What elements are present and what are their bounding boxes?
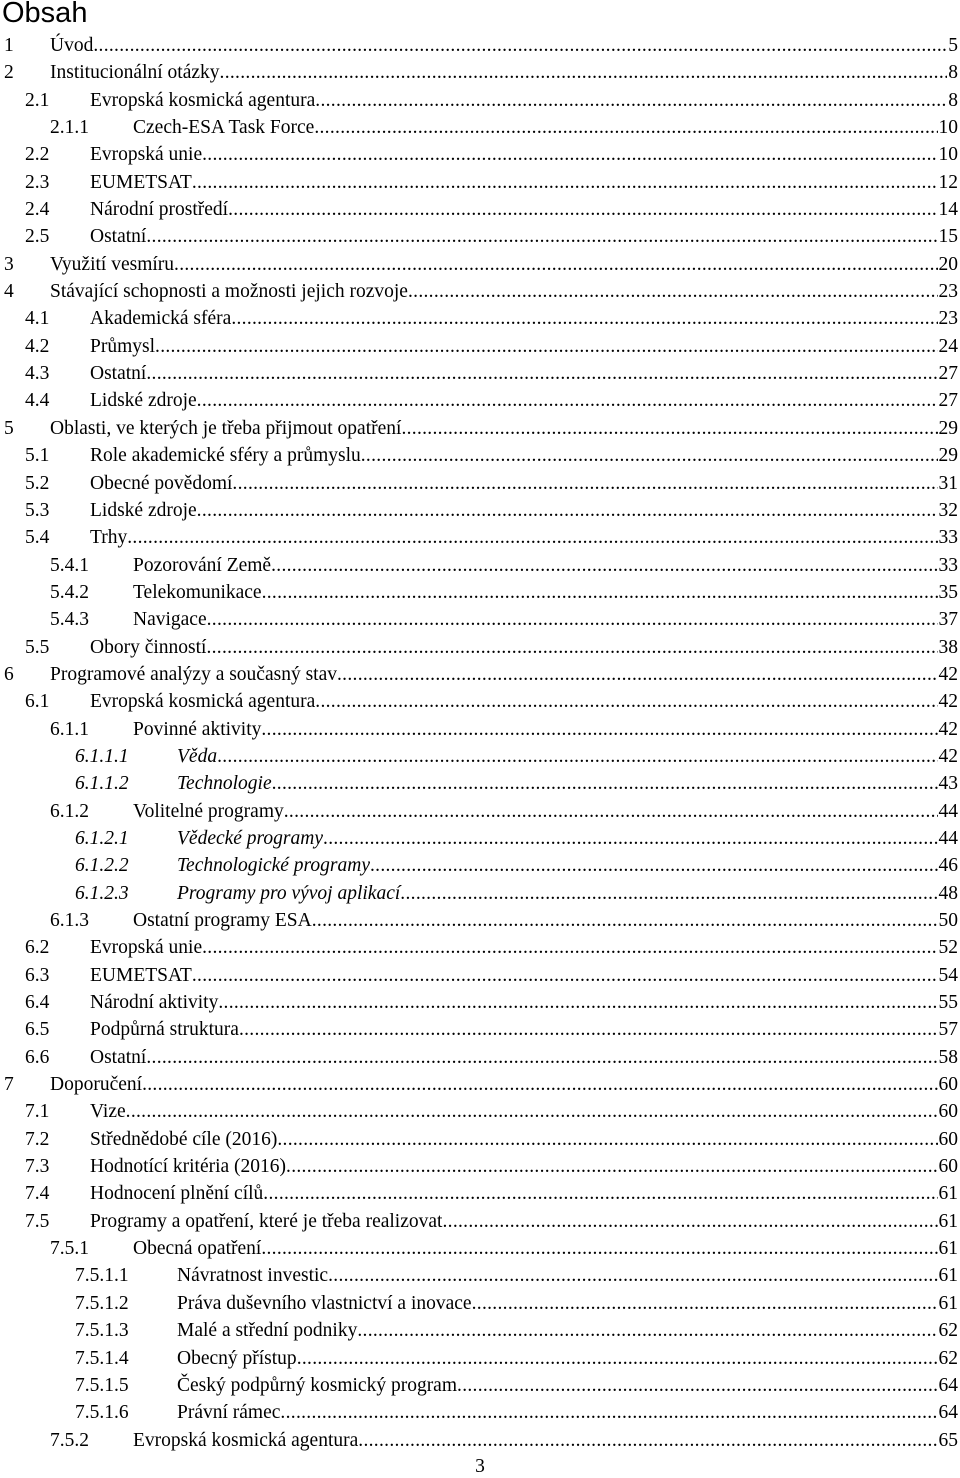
toc-leader-dots (142, 1071, 937, 1098)
toc-entry-title: Využití vesmíru (50, 253, 175, 275)
toc-entry-title: Hodnocení plnění cílů (90, 1183, 264, 1205)
toc-entry[interactable] (0, 661, 958, 688)
toc-entry-title: Povinné aktivity (133, 718, 262, 740)
toc-leader-dots (442, 1208, 937, 1235)
toc-leader-dots (314, 114, 937, 141)
toc-entry-number: 5.2 (25, 472, 50, 494)
toc-entry-page: 23 (938, 281, 958, 303)
toc-entry-number: 6.2 (25, 937, 50, 959)
toc-entry-number: 2.3 (25, 171, 50, 193)
toc-leader-dots (261, 716, 937, 743)
toc-leader-dots (202, 141, 937, 168)
toc-entry-page: 38 (938, 636, 958, 658)
toc-entry-page: 61 (938, 1238, 958, 1260)
toc-entry[interactable] (0, 880, 958, 907)
toc-entry-page: 42 (938, 745, 958, 767)
toc-leader-dots (207, 606, 938, 633)
toc-entry[interactable] (0, 1071, 958, 1098)
toc-entry-page: 46 (938, 855, 958, 877)
toc-entry-title: Institucionální otázky (50, 62, 220, 84)
toc-entry-title: Střednědobé cíle (2016) (90, 1128, 278, 1150)
toc-entry[interactable] (0, 825, 958, 852)
toc-entry-page: 10 (938, 144, 958, 166)
toc-entry[interactable] (0, 169, 958, 196)
toc-entry[interactable] (0, 1153, 958, 1180)
toc-entry-title: Evropská unie (90, 937, 203, 959)
toc-entry-page: 50 (938, 910, 958, 931)
toc-entry-number: 7.5.1 (50, 1238, 89, 1260)
toc-entry-title: Národní prostředí (90, 199, 229, 221)
toc-leader-dots (370, 852, 938, 879)
toc-entry-number: 6.6 (25, 1046, 50, 1068)
toc-entry-number: 7.5.2 (50, 1429, 89, 1451)
toc-entry-title: Trhy (90, 527, 128, 549)
toc-entry-number: 6.1.2.1 (75, 827, 129, 849)
toc-entry[interactable] (0, 333, 958, 360)
toc-leader-dots (231, 305, 937, 332)
toc-entry-number: 2.1 (25, 89, 50, 111)
toc-entry-page: 60 (938, 1101, 958, 1123)
toc-entry-title: Práva duševního vlastnictví a inovace (177, 1292, 472, 1314)
toc-entry-number: 7.1 (25, 1101, 50, 1123)
toc-leader-dots (457, 1372, 937, 1399)
toc-entry-number: 4.2 (25, 335, 50, 357)
toc-entry[interactable] (0, 743, 958, 770)
toc-entry-title: EUMETSAT (90, 964, 192, 986)
toc-entry[interactable] (0, 1345, 958, 1372)
toc-entry-title: Role akademické sféry a průmyslu (90, 445, 361, 467)
toc-entry-page: 8 (948, 89, 958, 111)
toc-leader-dots (220, 59, 948, 86)
page-title: Obsah (2, 0, 88, 29)
toc-leader-dots (146, 223, 937, 250)
toc-leader-dots (312, 907, 938, 934)
toc-entry-title: Navigace (133, 609, 207, 631)
toc-entry-title: Evropská kosmická agentura (90, 89, 316, 111)
toc-entry[interactable] (0, 415, 958, 442)
toc-entry-title: Český podpůrný kosmický program (177, 1374, 458, 1396)
toc-entry-title: Návratnost investic (177, 1265, 329, 1287)
toc-leader-dots (146, 1044, 937, 1071)
toc-entry-title: Programy a opatření, které je třeba realizovat (90, 1210, 443, 1232)
toc-entry-title: Průmysl (90, 335, 156, 357)
toc-entry[interactable] (0, 1208, 958, 1235)
table-of-contents (0, 32, 958, 1454)
toc-entry[interactable] (0, 634, 958, 661)
toc-entry[interactable] (0, 1044, 958, 1071)
toc-entry[interactable] (0, 688, 958, 715)
toc-entry-title: Obecné povědomí (90, 472, 233, 494)
toc-entry-title: Ostatní (90, 1046, 147, 1068)
toc-entry-number: 6.1.1.1 (75, 745, 129, 767)
toc-entry-number: 7.5.1.3 (75, 1320, 129, 1342)
toc-entry-title: Ostatní programy ESA (133, 910, 312, 931)
toc-entry-title: EUMETSAT (90, 171, 192, 193)
toc-leader-dots (297, 1345, 938, 1372)
toc-entry-number: 4.1 (25, 308, 50, 330)
toc-entry-title: Oblasti, ve kterých je třeba přijmout opatření (50, 417, 402, 439)
toc-entry[interactable] (0, 114, 958, 141)
toc-entry[interactable] (0, 989, 958, 1016)
toc-entry-number: 7.5.1.6 (75, 1402, 129, 1424)
toc-entry-title: Úvod (50, 35, 94, 56)
toc-entry-title: Doporučení (50, 1074, 143, 1096)
toc-entry-page: 42 (938, 691, 958, 713)
toc-entry-number: 7.5.1.1 (75, 1265, 129, 1287)
toc-entry-number: 3 (4, 253, 14, 275)
toc-entry-page: 60 (938, 1128, 958, 1150)
toc-entry-number: 4.3 (25, 363, 50, 385)
toc-leader-dots (361, 442, 938, 469)
toc-entry-page: 33 (938, 554, 958, 576)
toc-entry-title: Stávající schopnosti a možnosti jejich rozvoje (50, 281, 408, 303)
toc-entry-title: Technologické programy (177, 855, 370, 877)
toc-leader-dots (202, 934, 937, 961)
toc-entry[interactable] (0, 1098, 958, 1125)
toc-leader-dots (174, 251, 937, 278)
toc-entry-title: Volitelné programy (133, 800, 284, 822)
toc-entry-title: Národní aktivity (90, 992, 219, 1014)
toc-entry-number: 7.3 (25, 1156, 50, 1178)
toc-entry[interactable] (0, 1427, 958, 1454)
toc-entry[interactable] (0, 1126, 958, 1153)
toc-entry-number: 5.3 (25, 499, 50, 521)
toc-entry-page: 27 (938, 390, 958, 412)
toc-entry[interactable] (0, 387, 958, 414)
toc-entry-title: Právní rámec (177, 1402, 281, 1424)
toc-leader-dots (192, 169, 938, 196)
toc-entry[interactable] (0, 1372, 958, 1399)
toc-leader-dots (315, 87, 947, 114)
toc-entry-number: 2.2 (25, 144, 50, 166)
toc-entry-number: 2 (4, 62, 14, 84)
toc-entry-title: Obecný přístup (177, 1347, 297, 1369)
toc-entry-page: 32 (938, 499, 958, 521)
toc-entry-title: Pozorování Země (133, 554, 272, 576)
toc-entry[interactable] (0, 1317, 958, 1344)
toc-entry-title: Programové analýzy a současný stav (50, 663, 337, 685)
toc-leader-dots (197, 387, 938, 414)
toc-entry-page: 29 (938, 445, 958, 467)
toc-leader-dots (277, 1126, 937, 1153)
toc-entry-title: Obecná opatření (133, 1238, 262, 1260)
toc-entry-page: 33 (938, 527, 958, 549)
toc-leader-dots (217, 743, 937, 770)
toc-leader-dots (261, 1235, 937, 1262)
toc-entry-page: 61 (938, 1265, 958, 1287)
toc-entry-title: Vědecké programy (177, 827, 324, 849)
toc-entry[interactable] (0, 360, 958, 387)
toc-entry[interactable] (0, 442, 958, 469)
toc-leader-dots (239, 1016, 938, 1043)
toc-entry-number: 6.1.3 (50, 910, 89, 931)
toc-entry-page: 23 (938, 308, 958, 330)
toc-leader-dots (357, 1317, 937, 1344)
toc-entry-page: 48 (938, 882, 958, 904)
toc-entry-page: 60 (938, 1074, 958, 1096)
toc-entry[interactable] (0, 770, 958, 797)
toc-leader-dots (206, 634, 937, 661)
toc-entry-number: 2.4 (25, 199, 50, 221)
toc-entry-page: 44 (938, 800, 958, 822)
toc-entry-page: 20 (938, 253, 958, 275)
toc-entry[interactable] (0, 470, 958, 497)
toc-leader-dots (272, 770, 938, 797)
toc-entry-page: 10 (938, 117, 958, 139)
toc-entry-page: 8 (948, 62, 958, 84)
toc-leader-dots (280, 1399, 937, 1426)
toc-entry-page: 62 (938, 1320, 958, 1342)
toc-entry[interactable] (0, 497, 958, 524)
toc-entry-number: 6.1.2.2 (75, 855, 129, 877)
toc-entry-number: 7.5 (25, 1210, 50, 1232)
toc-leader-dots (155, 333, 937, 360)
toc-entry-number: 7.5.1.4 (75, 1347, 129, 1369)
toc-leader-dots (358, 1427, 937, 1454)
toc-entry-number: 7.5.1.5 (75, 1374, 129, 1396)
toc-leader-dots (228, 196, 937, 223)
toc-entry-number: 6.1.1.2 (75, 773, 129, 795)
toc-leader-dots (323, 825, 937, 852)
toc-entry-page: 42 (938, 718, 958, 740)
toc-entry-title: Vize (90, 1101, 126, 1123)
toc-entry[interactable] (0, 1290, 958, 1317)
toc-entry[interactable] (0, 305, 958, 332)
toc-entry-page: 62 (938, 1347, 958, 1369)
toc-entry[interactable] (0, 1235, 958, 1262)
toc-entry-page: 29 (938, 417, 958, 439)
toc-entry-title: Technologie (177, 773, 272, 795)
toc-entry-title: Lidské zdroje (90, 390, 197, 412)
toc-entry[interactable] (0, 798, 958, 825)
toc-entry-page: 58 (938, 1046, 958, 1068)
toc-entry-page: 64 (938, 1402, 958, 1424)
toc-entry-number: 7 (4, 1074, 14, 1096)
toc-entry-number: 2.5 (25, 226, 50, 248)
toc-entry[interactable] (0, 579, 958, 606)
toc-leader-dots (408, 278, 938, 305)
toc-leader-dots (400, 880, 937, 907)
toc-entry-title: Evropská kosmická agentura (90, 691, 316, 713)
toc-entry-number: 6.1.2.3 (75, 882, 129, 904)
toc-entry-number: 6.1.2 (50, 800, 89, 822)
toc-leader-dots (218, 989, 937, 1016)
toc-entry-number: 5.4.2 (50, 581, 89, 603)
toc-entry-number: 5.1 (25, 445, 50, 467)
toc-entry-page: 5 (948, 35, 958, 56)
toc-entry-page: 61 (938, 1210, 958, 1232)
toc-entry-title: Evropská kosmická agentura (133, 1429, 359, 1451)
toc-leader-dots (146, 360, 937, 387)
toc-entry-page: 37 (938, 609, 958, 631)
toc-entry-page: 64 (938, 1374, 958, 1396)
toc-entry[interactable] (0, 278, 958, 305)
toc-leader-dots (286, 1153, 937, 1180)
toc-leader-dots (284, 798, 938, 825)
toc-entry-title: Czech-ESA Task Force (133, 117, 315, 139)
toc-entry-page: 61 (938, 1292, 958, 1314)
toc-entry[interactable] (0, 59, 958, 86)
toc-leader-dots (197, 497, 938, 524)
toc-entry-number: 7.2 (25, 1128, 50, 1150)
toc-entry-title: Lidské zdroje (90, 499, 197, 521)
toc-entry[interactable] (0, 87, 958, 114)
toc-entry-page: 57 (938, 1019, 958, 1041)
toc-leader-dots (126, 1098, 938, 1125)
toc-entry-number: 7.4 (25, 1183, 50, 1205)
toc-leader-dots (232, 470, 937, 497)
toc-entry[interactable] (0, 32, 958, 59)
toc-leader-dots (337, 661, 938, 688)
toc-entry-number: 4.4 (25, 390, 50, 412)
toc-entry-title: Obory činností (90, 636, 207, 658)
toc-entry[interactable] (0, 1180, 958, 1207)
toc-entry-title: Telekomunikace (133, 581, 262, 603)
toc-leader-dots (472, 1290, 938, 1317)
toc-leader-dots (263, 1180, 937, 1207)
toc-entry-page: 44 (938, 827, 958, 849)
toc-entry[interactable] (0, 606, 958, 633)
toc-entry[interactable] (0, 1262, 958, 1289)
page-number: 3 (475, 1456, 485, 1477)
toc-entry[interactable] (0, 141, 958, 168)
toc-entry-number: 6.4 (25, 992, 50, 1014)
toc-entry-page: 55 (938, 992, 958, 1014)
toc-leader-dots (127, 524, 937, 551)
toc-leader-dots (401, 415, 937, 442)
toc-entry-page: 27 (938, 363, 958, 385)
toc-entry-number: 6 (4, 663, 14, 685)
toc-entry-title: Hodnotící kritéria (2016) (90, 1156, 287, 1178)
toc-leader-dots (271, 552, 937, 579)
toc-leader-dots (262, 579, 938, 606)
toc-entry-page: 65 (938, 1429, 958, 1451)
toc-entry-page: 52 (938, 937, 958, 959)
toc-entry-title: Evropská unie (90, 144, 203, 166)
toc-leader-dots (315, 688, 937, 715)
toc-entry-page: 43 (938, 773, 958, 795)
toc-entry-number: 5.5 (25, 636, 50, 658)
toc-entry-page: 35 (938, 581, 958, 603)
toc-entry-page: 61 (938, 1183, 958, 1205)
toc-entry-number: 6.5 (25, 1019, 50, 1041)
toc-entry-title: Malé a střední podniky (177, 1320, 358, 1342)
toc-entry-page: 14 (938, 199, 958, 221)
toc-entry-number: 5.4 (25, 527, 50, 549)
toc-entry[interactable] (0, 524, 958, 551)
toc-entry[interactable] (0, 1016, 958, 1043)
toc-entry-number: 5 (4, 417, 14, 439)
toc-entry-number: 5.4.1 (50, 554, 89, 576)
toc-entry-number: 6.1.1 (50, 718, 89, 740)
toc-entry[interactable] (0, 1399, 958, 1426)
toc-leader-dots (93, 32, 947, 59)
toc-entry-page: 24 (938, 335, 958, 357)
toc-entry[interactable] (0, 716, 958, 743)
toc-entry[interactable] (0, 907, 958, 934)
toc-entry-number: 4 (4, 281, 14, 303)
toc-entry-page: 15 (938, 226, 958, 248)
toc-leader-dots (328, 1262, 937, 1289)
toc-entry-number: 2.1.1 (50, 117, 89, 139)
toc-leader-dots (192, 962, 938, 989)
toc-entry[interactable] (0, 196, 958, 223)
toc-entry[interactable] (0, 223, 958, 250)
toc-entry-number: 6.1 (25, 691, 50, 713)
toc-entry-page: 54 (938, 964, 958, 986)
toc-entry[interactable] (0, 251, 958, 278)
toc-entry-page: 60 (938, 1156, 958, 1178)
toc-entry-title: Podpůrná struktura (90, 1019, 239, 1041)
toc-entry-title: Akademická sféra (90, 308, 232, 330)
toc-entry-number: 5.4.3 (50, 609, 89, 631)
toc-entry-page: 42 (938, 663, 958, 685)
toc-entry[interactable] (0, 852, 958, 879)
toc-entry-number: 1 (4, 35, 14, 56)
toc-entry[interactable] (0, 552, 958, 579)
toc-entry[interactable] (0, 934, 958, 961)
toc-entry-title: Programy pro vývoj aplikací (177, 882, 401, 904)
toc-entry-title: Ostatní (90, 226, 147, 248)
toc-entry-title: Věda (177, 745, 218, 767)
toc-entry-number: 6.3 (25, 964, 50, 986)
toc-entry-number: 7.5.1.2 (75, 1292, 129, 1314)
toc-entry-page: 12 (938, 171, 958, 193)
toc-entry[interactable] (0, 962, 958, 989)
toc-entry-title: Ostatní (90, 363, 147, 385)
toc-entry-page: 31 (938, 472, 958, 494)
